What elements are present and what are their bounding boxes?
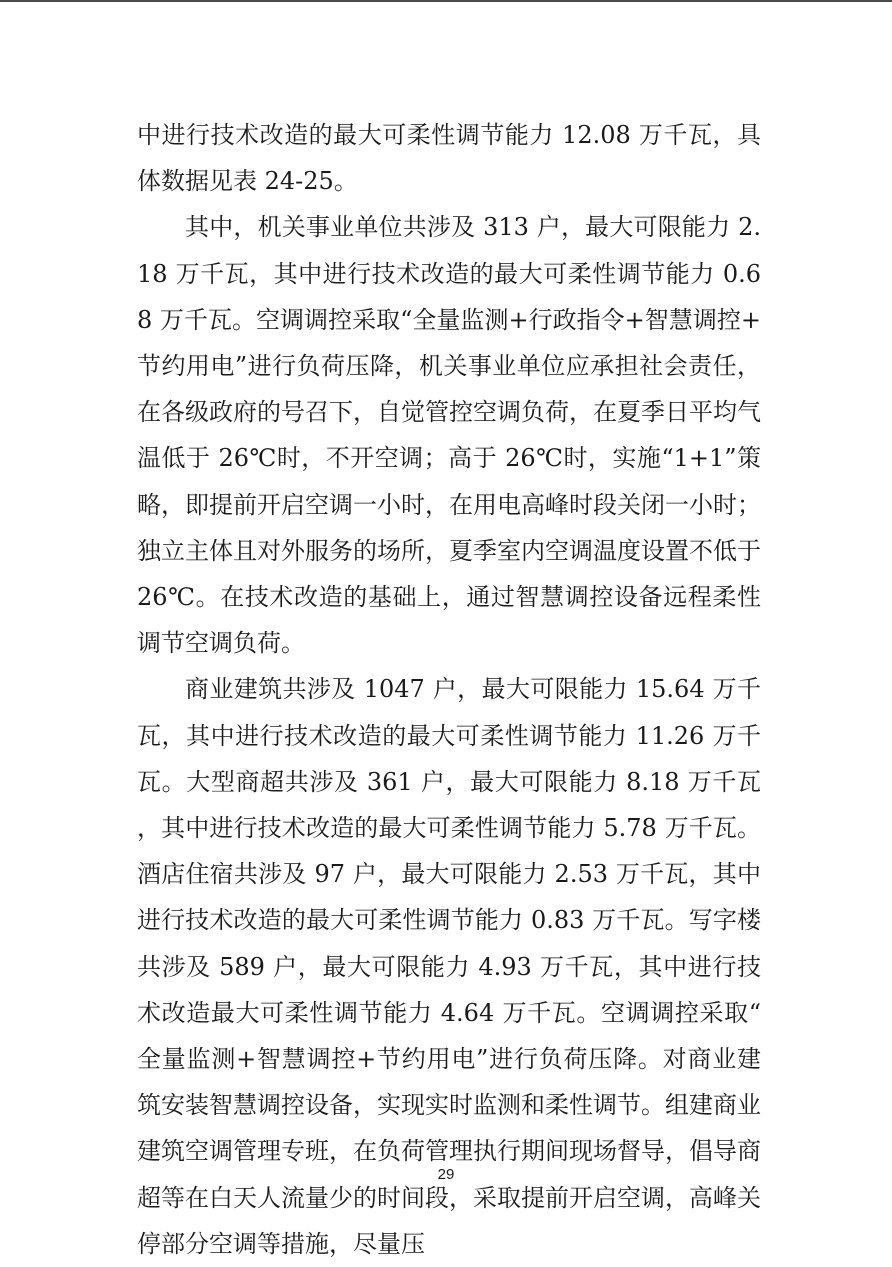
- top-border-line: [0, 0, 892, 2]
- paragraph-commercial-buildings: 商业建筑共涉及 1047 户，最大可限能力 15.64 万千瓦，其中进行技术改造的最大可柔性调节能力 11.26 万千瓦。大型商超共涉及 361 户，最大可限能力 8.18 万千瓦，其中进行技术改造的最大可柔性调节能力 5.78 万千瓦。酒店住宿共涉及 97 户，最大可限能力 2.53 万千瓦，其中进行技术改造的最大可柔性调节能力 0.83 万千瓦。写字楼共涉及 589 户，最大可限能力 4.93 万千瓦，其中进行技术改造最大可柔性调节能力 4.64 万千瓦。空调调控采取“全量监测+智慧调控+节约用电”进行负荷压降。对商业建筑安装智慧调控设备，实现实时监测和柔性调节。组建商业建筑空调管理专班，在负荷管理执行期间现场督导，倡导商超等在白天人流量少的时间段，采取提前开启空调，高峰关停部分空调等措施，尽量压: [137, 675, 761, 1258]
- page-number: 29: [437, 1166, 455, 1183]
- paragraph-government-units: 其中，机关事业单位共涉及 313 户，最大可限能力 2.18 万千瓦，其中进行技术改造的最大可柔性调节能力 0.68 万千瓦。空调调控采取“全量监测+行政指令+智慧调控+节约用电”进行负荷压降，机关事业单位应承担社会责任，在各级政府的号召下，自觉管控空调负荷，在夏季日平均气温低于 26℃时，不开空调；高于 26℃时，实施“1+1”策略，即提前开启空调一小时，在用电高峰时段关闭一小时；独立主体且对外服务的场所，夏季室内空调温度设置不低于 26℃。在技术改造的基础上，通过智慧调控设备远程柔性调节空调负荷。: [137, 213, 761, 658]
- body-text: [137, 112, 761, 1267]
- paragraph-continuation: 中进行技术改造的最大可柔性调节能力 12.08 万千瓦，具体数据见表 24-25。: [137, 121, 761, 196]
